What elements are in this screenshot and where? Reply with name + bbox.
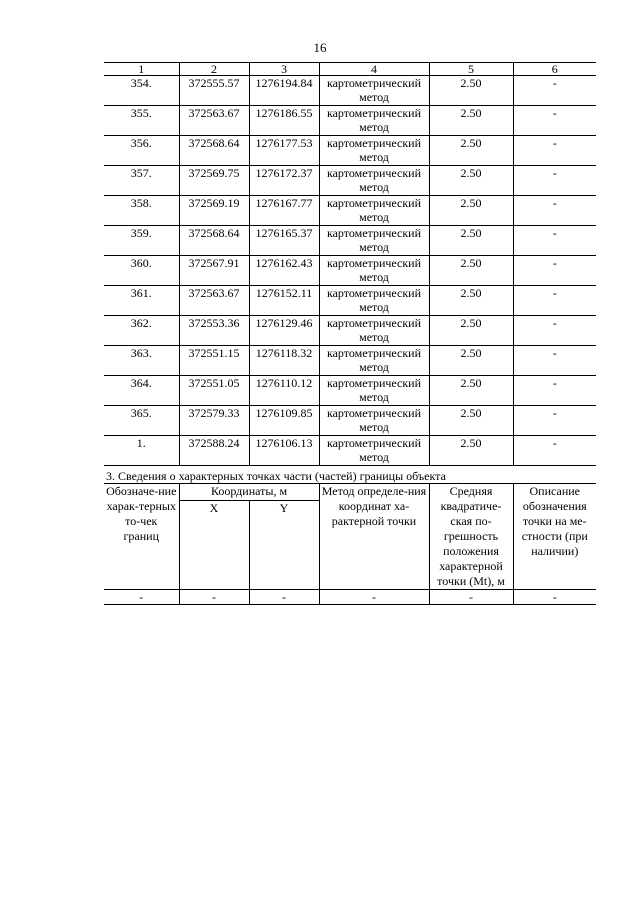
- table-row: [104, 226, 596, 256]
- table-row: [104, 346, 596, 376]
- cell-err: 2.50: [429, 376, 513, 406]
- table-row: [104, 376, 596, 406]
- cell-x: 372553.36: [179, 316, 249, 346]
- cell-x: 372569.75: [179, 166, 249, 196]
- cell-method: картометрический метод: [319, 196, 429, 226]
- cell-x: 372551.05: [179, 376, 249, 406]
- cell-y: 1276167.77: [249, 196, 319, 226]
- cell-n: 358.: [104, 196, 179, 226]
- cell-y: 1276129.46: [249, 316, 319, 346]
- cell-err: 2.50: [429, 256, 513, 286]
- cell-desc: -: [513, 76, 596, 106]
- col-error: [429, 484, 513, 590]
- cell-desc: -: [513, 226, 596, 256]
- cell-x: 372588.24: [179, 436, 249, 466]
- table-row: [104, 76, 596, 106]
- cell-desc: -: [513, 166, 596, 196]
- cell-method: картометрический метод: [319, 406, 429, 436]
- cell-method: картометрический метод: [319, 376, 429, 406]
- col-coords: Координаты, м: [179, 484, 319, 501]
- cell-n: 364.: [104, 376, 179, 406]
- table-row: [104, 406, 596, 436]
- cell-method: картометрический метод: [319, 106, 429, 136]
- section3-table: [104, 469, 596, 605]
- cell-desc: -: [513, 286, 596, 316]
- cell: -: [429, 590, 513, 605]
- cell-y: 1276109.85: [249, 406, 319, 436]
- cell-desc: -: [513, 196, 596, 226]
- col-error-text: Средняя квадратиче-ская по-грешность положения характерной точки (Мt), м: [437, 484, 505, 588]
- cell-y: 1276177.53: [249, 136, 319, 166]
- cell-method: картометрический метод: [319, 226, 429, 256]
- cell-err: 2.50: [429, 346, 513, 376]
- cell-x: 372555.57: [179, 76, 249, 106]
- cell-y: 1276110.12: [249, 376, 319, 406]
- col-x: X: [179, 501, 249, 590]
- cell-x: 372567.91: [179, 256, 249, 286]
- table-row: [104, 196, 596, 226]
- cell-n: 365.: [104, 406, 179, 436]
- cell-n: 356.: [104, 136, 179, 166]
- cell-y: 1276118.32: [249, 346, 319, 376]
- header-cell: 1: [104, 63, 179, 76]
- table-header-row: [104, 63, 596, 76]
- cell-x: 372568.64: [179, 226, 249, 256]
- cell-method: картометрический метод: [319, 316, 429, 346]
- cell-method: картометрический метод: [319, 436, 429, 466]
- coordinates-table: [104, 62, 596, 466]
- cell: -: [513, 590, 596, 605]
- cell-desc: -: [513, 406, 596, 436]
- cell-n: 357.: [104, 166, 179, 196]
- cell-n: 361.: [104, 286, 179, 316]
- cell-x: 372563.67: [179, 286, 249, 316]
- cell-desc: -: [513, 316, 596, 346]
- cell-err: 2.50: [429, 436, 513, 466]
- cell-n: 355.: [104, 106, 179, 136]
- cell-y: 1276172.37: [249, 166, 319, 196]
- cell-desc: -: [513, 436, 596, 466]
- col-method: Метод определе-ния координат ха-рактерной точки: [319, 484, 429, 590]
- cell-x: 372563.67: [179, 106, 249, 136]
- cell-method: картометрический метод: [319, 166, 429, 196]
- table-row: [104, 286, 596, 316]
- header-cell: 4: [319, 63, 429, 76]
- cell: -: [249, 590, 319, 605]
- cell-desc: -: [513, 376, 596, 406]
- header-cell: 2: [179, 63, 249, 76]
- cell-err: 2.50: [429, 406, 513, 436]
- cell-desc: -: [513, 136, 596, 166]
- col-designation: Обозначе-ние харак-терных то-чек границ: [104, 484, 179, 590]
- cell-x: 372568.64: [179, 136, 249, 166]
- col-y: Y: [249, 501, 319, 590]
- cell-n: 362.: [104, 316, 179, 346]
- cell-y: 1276165.37: [249, 226, 319, 256]
- cell-desc: -: [513, 256, 596, 286]
- table-row: [104, 436, 596, 466]
- header-cell: 6: [513, 63, 596, 76]
- cell-err: 2.50: [429, 316, 513, 346]
- cell-n: 1.: [104, 436, 179, 466]
- cell-method: картометрический метод: [319, 76, 429, 106]
- cell-method: картометрический метод: [319, 256, 429, 286]
- cell-y: 1276194.84: [249, 76, 319, 106]
- cell-method: картометрический метод: [319, 286, 429, 316]
- cell: -: [179, 590, 249, 605]
- table-row: [104, 256, 596, 286]
- cell-desc: -: [513, 106, 596, 136]
- page-number: 16: [313, 40, 327, 55]
- header-cell: 5: [429, 63, 513, 76]
- cell-y: 1276106.13: [249, 436, 319, 466]
- cell-n: 360.: [104, 256, 179, 286]
- cell-x: 372579.33: [179, 406, 249, 436]
- cell-err: 2.50: [429, 196, 513, 226]
- cell-err: 2.50: [429, 226, 513, 256]
- cell-n: 363.: [104, 346, 179, 376]
- cell-desc: -: [513, 346, 596, 376]
- cell-n: 354.: [104, 76, 179, 106]
- cell-y: 1276152.11: [249, 286, 319, 316]
- cell-err: 2.50: [429, 286, 513, 316]
- cell: -: [104, 590, 179, 605]
- cell-err: 2.50: [429, 76, 513, 106]
- table-row: [104, 106, 596, 136]
- cell-method: картометрический метод: [319, 136, 429, 166]
- cell-method: картометрический метод: [319, 346, 429, 376]
- cell: -: [319, 590, 429, 605]
- cell-err: 2.50: [429, 106, 513, 136]
- cell-y: 1276186.55: [249, 106, 319, 136]
- cell-n: 359.: [104, 226, 179, 256]
- cell-x: 372551.15: [179, 346, 249, 376]
- table-row: [104, 590, 596, 605]
- cell-err: 2.50: [429, 136, 513, 166]
- table-row: [104, 136, 596, 166]
- table-row: [104, 166, 596, 196]
- cell-y: 1276162.43: [249, 256, 319, 286]
- section3-title: 3. Сведения о характерных точках части (частей) границы объекта: [104, 469, 596, 484]
- cell-x: 372569.19: [179, 196, 249, 226]
- cell-err: 2.50: [429, 166, 513, 196]
- header-cell: 3: [249, 63, 319, 76]
- table-row: [104, 316, 596, 346]
- col-description: Описание обозначения точки на ме-стности (при наличии): [513, 484, 596, 590]
